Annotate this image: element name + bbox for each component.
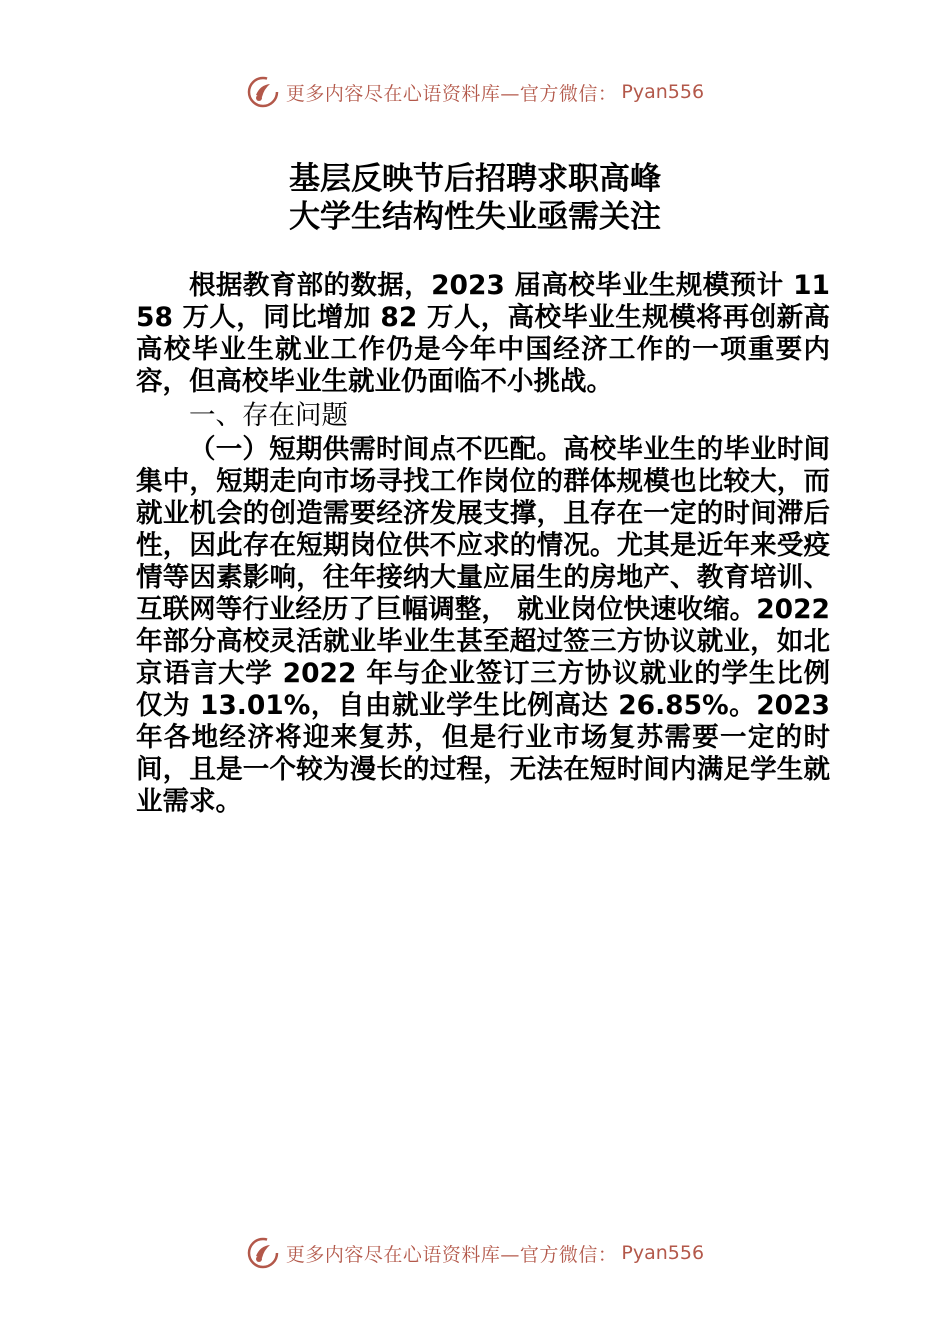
intro-paragraph: 根据教育部的数据，2023 届高校毕业生规模预计 1158 万人，同比增加 82 万人，高校毕业生规模将再创新高高校毕业生就业工作仍是今年中国经济工作的一项重要内容，但高校毕业生就业仍面临不小挑战。	[136, 270, 830, 397]
document-body	[136, 270, 830, 818]
watermark-wechat-id: Pyan556	[621, 1242, 705, 1264]
title-line-2: 大学生结构性失业亟需关注	[289, 199, 661, 235]
document-title	[0, 160, 950, 236]
watermark-logo-icon	[246, 75, 280, 109]
body-paragraph: （一）短期供需时间点不匹配。高校毕业生的毕业时间集中，短期走向市场寻找工作岗位的群体规模也比较大，而就业机会的创造需要经济发展支撑，且存在一定的时间滞后性，因此存在短期岗位供不应求的情况。尤其是近年来受疫情等因素影响，往年接纳大量应届生的房地产、教育培训、互联网等行业经历了巨幅调整， 就业岗位快速收缩。2022 年部分高校灵活就业毕业生甚至超过签三方协议就业，如北京语言大学 2022 年与企业签订三方协议就业的学生比例仅为 13.01%，自由就业学生比例高达 26.85%。2023 年各地经济将迎来复苏，但是行业市场复苏需要一定的时间，且是一个较为漫长的过程，无法在短时间内满足学生就业需求。	[136, 434, 830, 817]
footer-watermark	[0, 1233, 950, 1273]
watermark-logo-icon	[246, 1236, 280, 1270]
watermark-wechat-id: Pyan556	[621, 81, 705, 103]
title-line-1: 基层反映节后招聘求职高峰	[289, 161, 661, 197]
section-heading: 一、存在问题	[189, 400, 348, 431]
header-watermark	[0, 72, 950, 112]
watermark-text: 更多内容尽在心语资料库—官方微信：	[285, 82, 618, 105]
watermark-text: 更多内容尽在心语资料库—官方微信：	[285, 1243, 618, 1266]
